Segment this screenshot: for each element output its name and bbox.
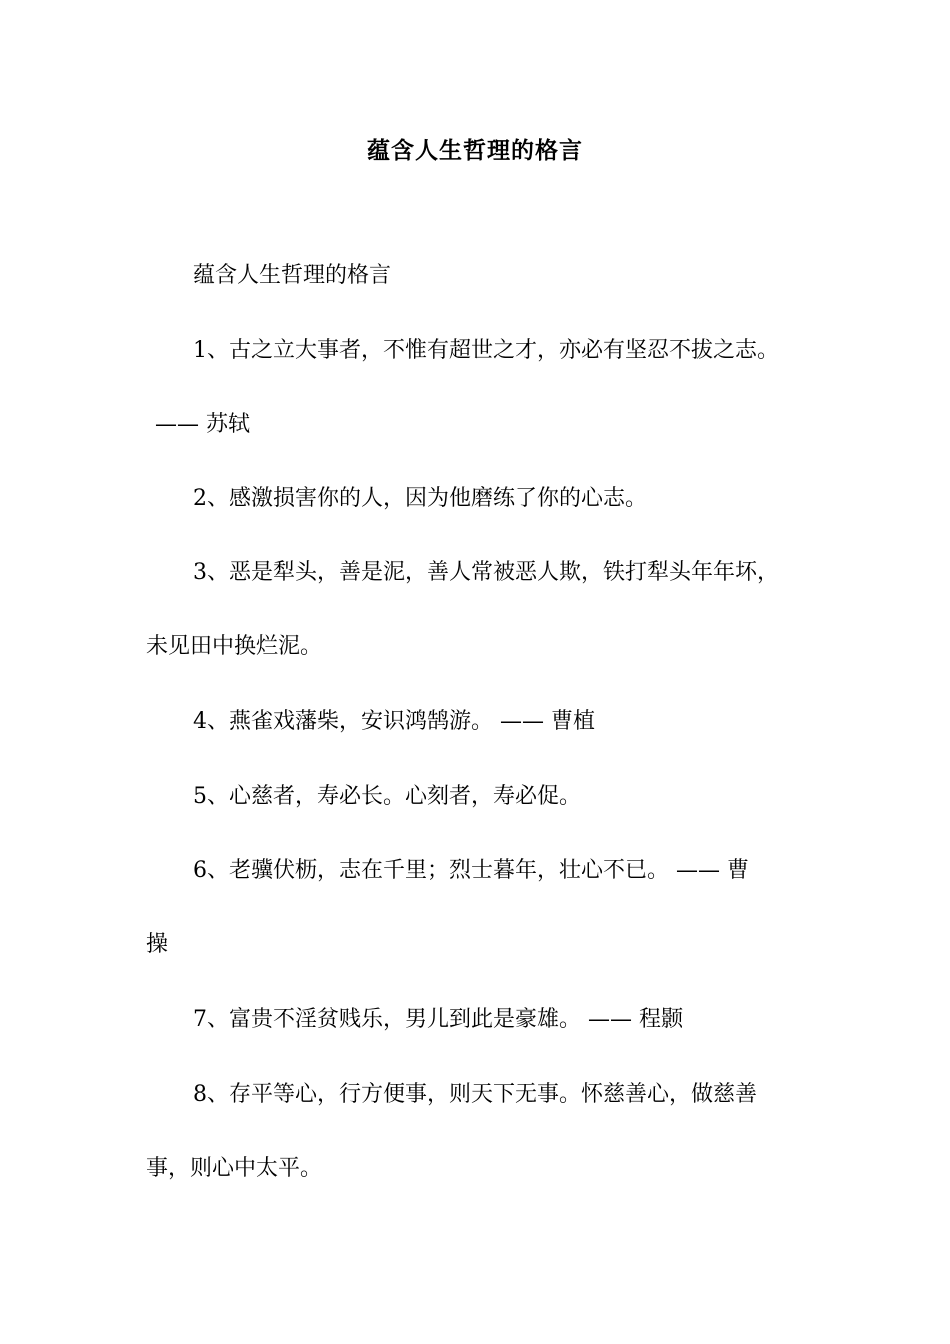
quote-6-line-1: 6、老骥伏枥，志在千里；烈士暮年，壮心不已。 —— 曹 — [193, 858, 749, 883]
quote-7-line-1: 7、富贵不淫贫贱乐，男儿到此是豪雄。 —— 程颢 — [193, 1007, 683, 1032]
quote-1-attribution: —— 苏轼 — [155, 412, 250, 437]
quote-4-line-1: 4、燕雀戏藩柴，安识鸿鹄游。 —— 曹植 — [193, 709, 595, 734]
quote-8-line-2: 事，则心中太平。 — [146, 1156, 323, 1181]
quote-2-line-1: 2、感激损害你的人，因为他磨练了你的心志。 — [193, 486, 647, 511]
quote-1-line-1: 1、古之立大事者，不惟有超世之才，亦必有坚忍不拔之志。 — [193, 338, 779, 363]
quote-5-line-1: 5、心慈者，寿必长。心刻者，寿必促。 — [193, 784, 581, 809]
quote-3-line-2: 未见田中换烂泥。 — [146, 634, 323, 659]
subtitle-line: 蕴含人生哲理的格言 — [193, 263, 392, 288]
quote-8-line-1: 8、存平等心，行方便事，则天下无事。怀慈善心，做慈善 — [193, 1082, 757, 1107]
document-title: 蕴含人生哲理的格言 — [367, 137, 583, 164]
quote-6-line-2: 操 — [146, 932, 169, 957]
quote-3-line-1: 3、恶是犁头，善是泥，善人常被恶人欺，铁打犁头年年坏， — [193, 560, 779, 585]
